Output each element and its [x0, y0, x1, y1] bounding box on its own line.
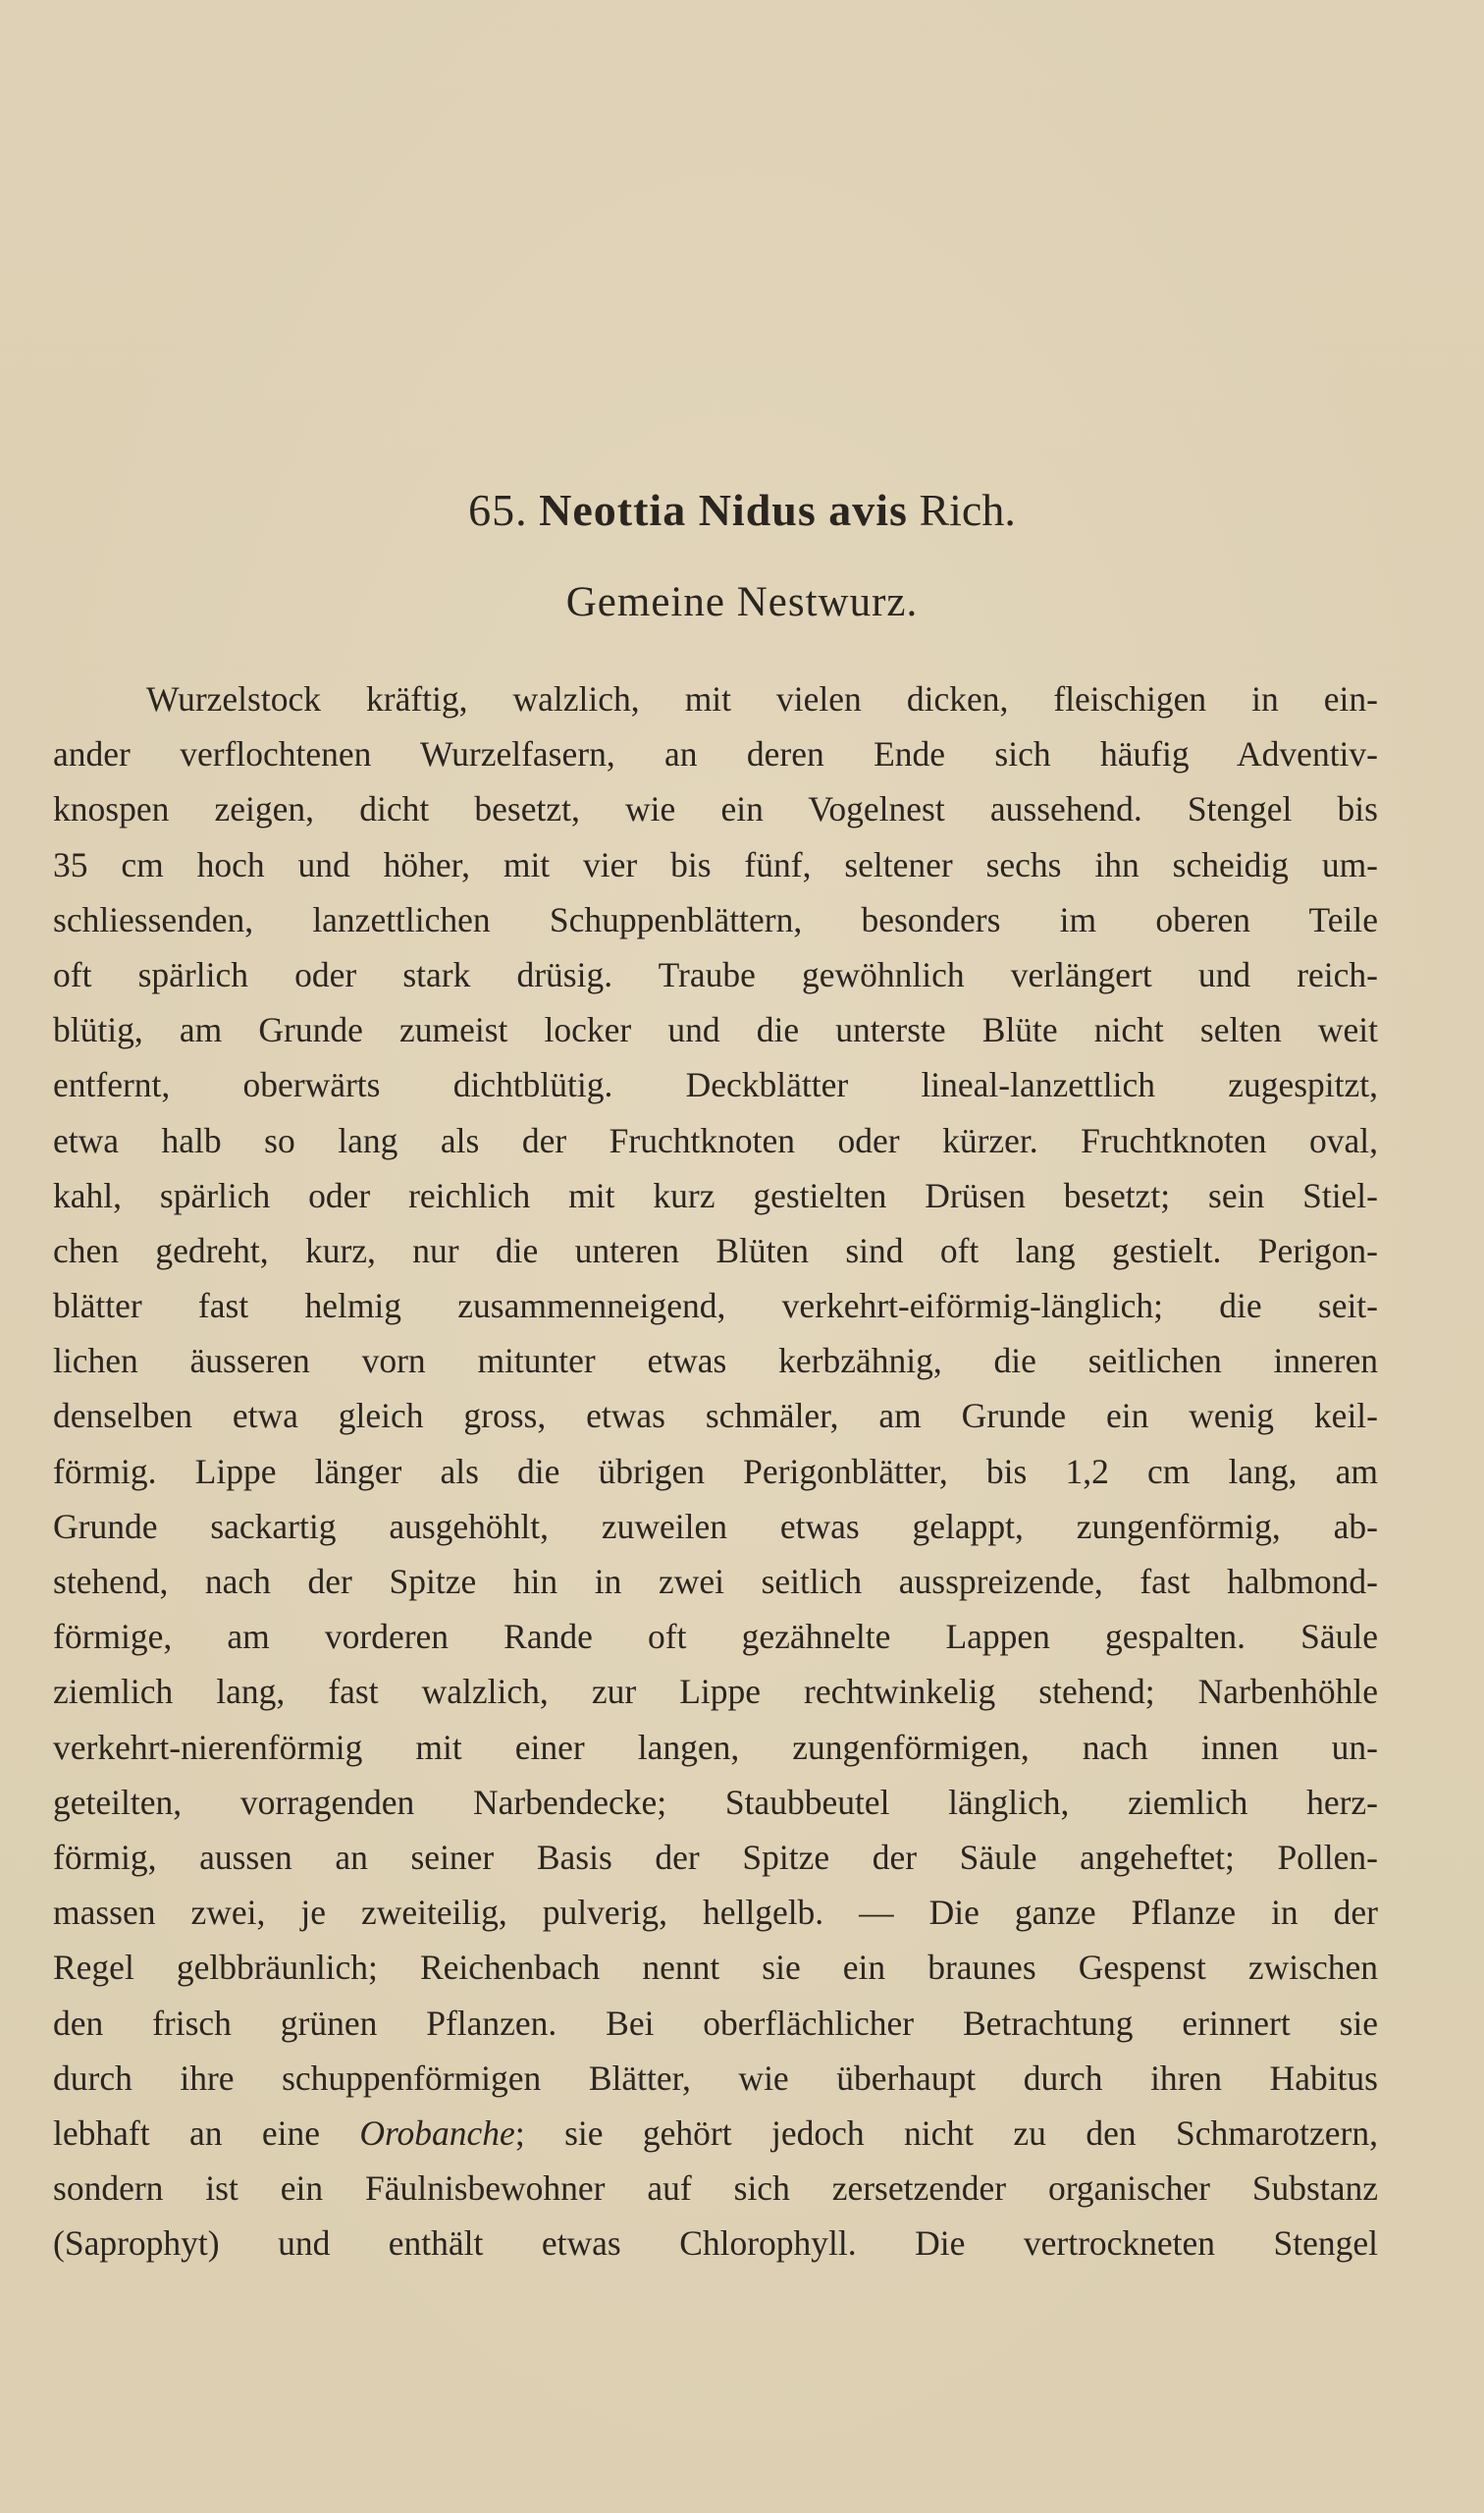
text-line	[53, 2106, 1378, 2161]
text-line: kahl, spärlich oder reichlich mit kurz gestielten Drüsen besetzt; sein Stiel-	[53, 1175, 1378, 1215]
text-line: sondern ist ein Fäulnisbewohner auf sich zersetzender organischer Substanz	[53, 2168, 1378, 2209]
text-line: blütig, am Grunde zumeist locker und die unterste Blüte nicht selten weit	[53, 1010, 1378, 1050]
text-line: Regel gelbbräunlich; Reichenbach nennt sie ein braunes Gespenst zwischen	[53, 1948, 1378, 1988]
text-line: lichen äusseren vorn mitunter etwas kerbzähnig, die seitlichen inneren	[53, 1341, 1378, 1381]
text-line: blätter fast helmig zusammenneigend, verkehrt-eiförmig-länglich; die seit-	[53, 1286, 1378, 1326]
text-line: 35 cm hoch und höher, mit vier bis fünf, seltener sechs ihn scheidig um-	[53, 844, 1378, 884]
text-line: geteilten, vorragenden Narbendecke; Staubbeutel länglich, ziemlich herz-	[53, 1782, 1378, 1822]
text-line: chen gedreht, kurz, nur die unteren Blüten sind oft lang gestielt. Perigon-	[53, 1230, 1378, 1270]
text-line: denselben etwa gleich gross, etwas schmäler, am Grunde ein wenig keil-	[53, 1396, 1378, 1436]
common-name: Gemeine Nestwurz.	[565, 579, 919, 625]
text-run: ; sie gehört jedoch nicht zu den Schmarotzern,	[514, 2112, 1378, 2153]
species-author: Rich.	[919, 485, 1016, 535]
text-line: den frisch grünen Pflanzen. Bei oberflächlicher Betrachtung erinnert sie	[53, 2003, 1378, 2043]
text-line: ziemlich lang, fast walzlich, zur Lippe rechtwinkelig stehend; Narbenhöhle	[53, 1672, 1378, 1712]
species-number: 65.	[468, 485, 528, 535]
text-line: etwa halb so lang als der Fruchtknoten oder kürzer. Fruchtknoten oval,	[53, 1120, 1378, 1160]
text-line: knospen zeigen, dicht besetzt, wie ein Vogelnest aussehend. Stengel bis	[53, 789, 1378, 829]
italic-genus-name: Orobanche	[359, 2112, 515, 2153]
text-line: förmig, aussen an seiner Basis der Spitze der Säule angeheftet; Pollen-	[53, 1837, 1378, 1877]
text-line: verkehrt-nierenförmig mit einer langen, zungenförmigen, nach innen un-	[53, 1727, 1378, 1767]
text-line: schliessenden, lanzettlichen Schuppenblättern, besonders im oberen Teile	[53, 899, 1378, 939]
text-line: Grunde sackartig ausgehöhlt, zuweilen etwas gelappt, zungenförmig, ab-	[53, 1506, 1378, 1546]
text-line: Wurzelstock kräftig, walzlich, mit vielen dicken, fleischigen in ein-	[146, 679, 1378, 719]
text-line: entfernt, oberwärts dichtblütig. Deckblätter lineal-lanzettlich zugespitzt,	[53, 1065, 1378, 1105]
text-line: massen zwei, je zweiteilig, pulverig, hellgelb. — Die ganze Pflanze in der	[53, 1893, 1378, 1933]
text-line: durch ihre schuppenförmigen Blätter, wie überhaupt durch ihren Habitus	[53, 2058, 1378, 2098]
text-line: förmige, am vorderen Rande oft gezähnelte Lappen gespalten. Säule	[53, 1617, 1378, 1657]
text-line: förmig. Lippe länger als die übrigen Perigonblätter, bis 1,2 cm lang, am	[53, 1451, 1378, 1491]
description-text	[53, 671, 1378, 2271]
text-line: (Saprophyt) und enthält etwas Chlorophyll. Die vertrockneten Stengel	[53, 2223, 1378, 2264]
text-line: ander verflochtenen Wurzelfasern, an deren Ende sich häufig Adventiv-	[53, 734, 1378, 775]
text-line: oft spärlich oder stark drüsig. Traube gewöhnlich verlängert und reich-	[53, 954, 1378, 994]
species-heading	[0, 481, 1484, 540]
text-line: stehend, nach der Spitze hin in zwei seitlich ausspreizende, fast halbmond-	[53, 1562, 1378, 1601]
text-run: lebhaft an eine	[53, 2112, 360, 2153]
species-name: Neottia Nidus avis	[539, 485, 908, 535]
